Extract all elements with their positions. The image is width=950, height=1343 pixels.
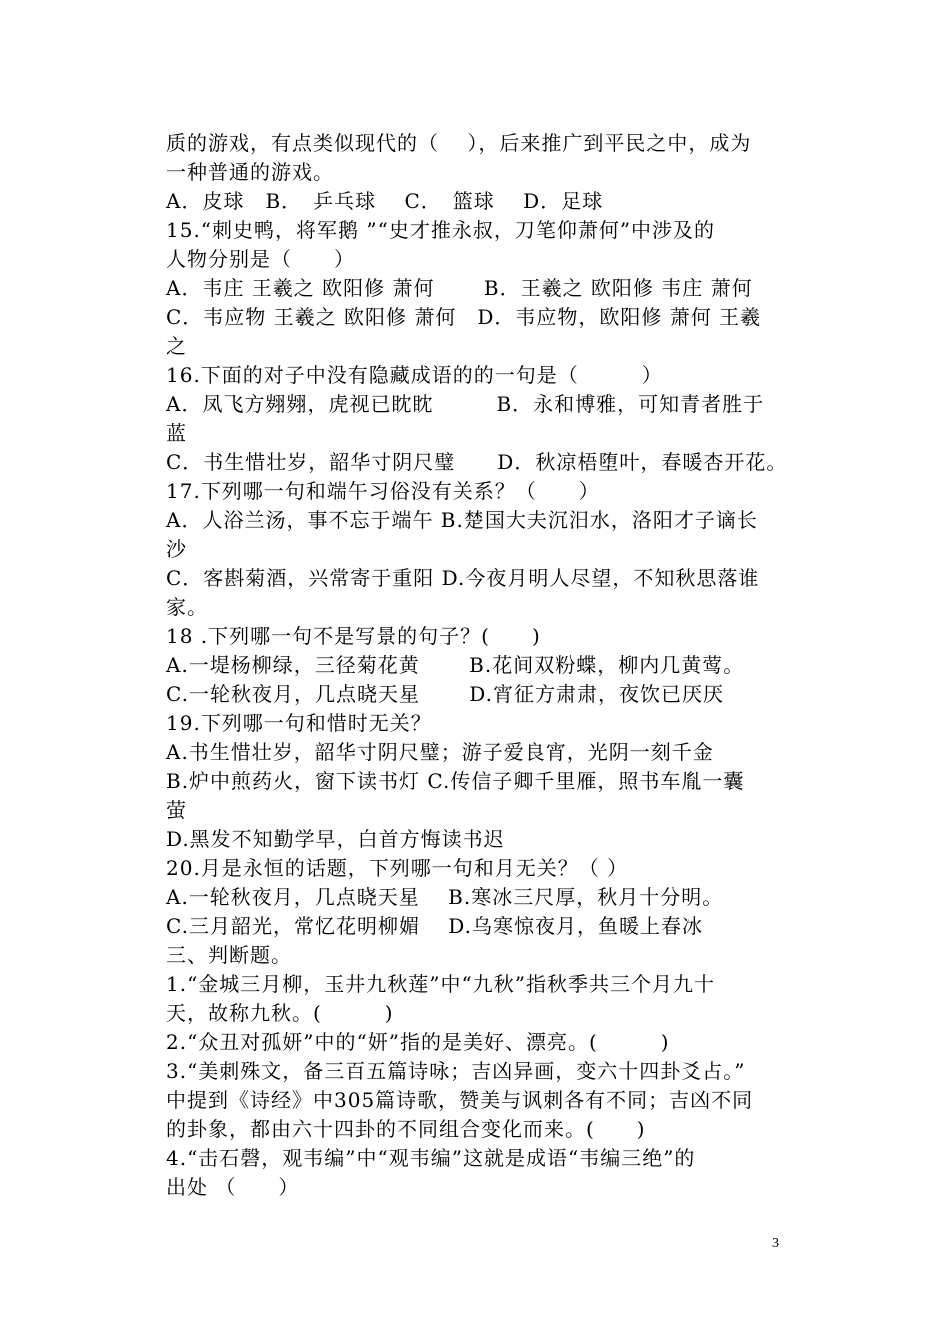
judgment-3: 3.“美刺殊文，备三百五篇诗咏；吉凶异画，变六十四卦爻占。” (166, 1059, 746, 1083)
text-line: 一种普通的游戏。 (166, 160, 334, 184)
text-line: 沙 (166, 537, 187, 561)
text-line: A．皮球 B． 乒乓球 C． 篮球 D．足球 (166, 189, 604, 213)
text-line: C．韦应物 王羲之 欧阳修 萧何 D．韦应物，欧阳修 萧何 王羲 (166, 305, 762, 329)
text-line: 之 (166, 334, 187, 358)
question-17: 17.下列哪一句和端午习俗没有关系？（ ） (166, 479, 600, 503)
text-line: A．凤飞方翙翙，虎视已眈眈 B．永和博雅，可知青者胜于 (166, 392, 765, 416)
text-line: A.一轮秋夜月，几点晓天星 B.寒冰三尺厚，秋月十分明。 (166, 885, 724, 909)
document-body (166, 129, 796, 1202)
text-line: 蓝 (166, 421, 187, 445)
text-line: C．书生惜壮岁，韶华寸阴尺璧 D．秋凉梧堕叶，春暖杏开花。 (166, 450, 788, 474)
text-line: C.三月韶光，常忆花明柳媚 D.乌寒惊夜月，鱼暖上春冰 (166, 914, 703, 938)
text-line: A．韦庄 王羲之 欧阳修 萧何 B．王羲之 欧阳修 韦庄 萧何 (166, 276, 753, 300)
text-line: D.黑发不知勤学早，白首方悔读书迟 (166, 827, 505, 851)
text-line: 的卦象，都由六十四卦的不同组合变化而来。( ) (166, 1117, 646, 1141)
text-line: 中提到《诗经》中305篇诗歌，赞美与讽刺各有不同；吉凶不同 (166, 1088, 754, 1112)
question-20: 20.月是永恒的话题，下列哪一句和月无关？（ ） (166, 856, 629, 880)
text-line: 天，故称九秋。( ) (166, 1001, 394, 1025)
judgment-4: 4.“击石磬，观韦编”中“观韦编”这就是成语“韦编三绝”的 (166, 1146, 696, 1170)
text-line: C．客斟菊酒，兴常寄于重阳 D.今夜月明人尽望，不知秋思落谁 (166, 566, 760, 590)
text-line: B.炉中煎药火，窗下读书灯 C.传信子卿千里雁，照书车胤一囊 (166, 769, 745, 793)
text-line: 萤 (166, 798, 187, 822)
text-line: A.一堤杨柳绿，三径菊花黄 B.花间双粉蝶，柳内几黄莺。 (166, 653, 745, 677)
page-number: 3 (772, 1236, 779, 1251)
text-line: C.一轮秋夜月，几点晓天星 D.宵征方肃肃，夜饮已厌厌 (166, 682, 724, 706)
section-heading: 三、判断题。 (166, 943, 292, 967)
question-16: 16.下面的对子中没有隐藏成语的的一句是（ ） (166, 363, 663, 387)
judgment-2: 2.“众丑对孤妍”中的“妍”指的是美好、漂亮。( ) (166, 1030, 670, 1054)
text-line: 人物分别是（ ） (166, 247, 355, 271)
text-line: A.书生惜壮岁，韶华寸阴尺璧；游子爱良宵，光阴一刻千金 (166, 740, 714, 764)
text-line: 质的游戏，有点类似现代的（ ），后来推广到平民之中，成为 (166, 131, 752, 155)
question-18: 18 .下列哪一句不是写景的句子？( ) (166, 624, 541, 648)
text-line: 出处 （ ） (166, 1175, 300, 1199)
question-15: 15.“刺史鸭，将军鹅 ”“史才推永叔，刀笔仰萧何”中涉及的 (166, 218, 716, 242)
question-19: 19.下列哪一句和惜时无关？ (166, 711, 432, 735)
judgment-1: 1.“金城三月柳，玉井九秋莲”中“九秋”指秋季共三个月九十 (166, 972, 715, 996)
text-line: A．人浴兰汤，事不忘于端午 B.楚国大夫沉汨水，洛阳才子谪长 (166, 508, 758, 532)
text-line: 家。 (166, 595, 208, 619)
